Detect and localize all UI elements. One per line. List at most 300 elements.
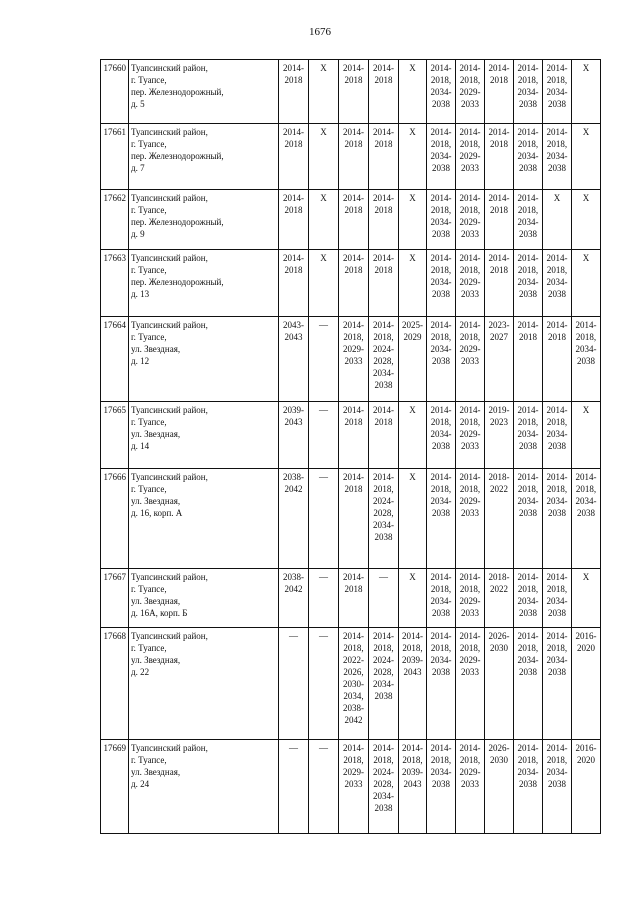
period-value: 2034- [546, 277, 568, 287]
row-address [129, 250, 279, 317]
period-cell [279, 190, 309, 250]
period-value: — [319, 572, 328, 582]
period-value: 2018, [343, 332, 364, 342]
table-row [101, 628, 601, 740]
period-value: 2018, [546, 75, 568, 85]
period-cell [399, 317, 427, 402]
period-cell [485, 60, 514, 124]
period-value: 2038 [548, 508, 566, 518]
address-line: Туапсинский район, [131, 743, 208, 753]
period-value: — [319, 631, 328, 641]
period-value: 2014- [430, 572, 452, 582]
address-line: г. Туапсе, [131, 755, 167, 765]
period-cell [485, 250, 514, 317]
period-value: 2014- [343, 572, 364, 582]
period-value: 2018, [430, 755, 452, 765]
period-value: 2018, [459, 265, 481, 275]
period-cell [427, 60, 456, 124]
period-value: 2030 [490, 755, 508, 765]
period-value: 2034- [546, 496, 568, 506]
period-value: 2038 [548, 779, 566, 789]
period-value: 2018, [517, 484, 539, 494]
period-value: 2034, [343, 691, 364, 701]
period-cell [572, 402, 601, 469]
period-value: 2033 [461, 99, 479, 109]
period-cell [427, 317, 456, 402]
period-value: 2042 [344, 715, 363, 725]
period-value: X [320, 253, 327, 263]
period-value: 2018 [284, 205, 303, 215]
period-value: 2038 [519, 163, 537, 173]
period-cell [279, 317, 309, 402]
period-cell [427, 628, 456, 740]
address-line: д. 7 [131, 163, 145, 173]
period-value: X [320, 63, 327, 73]
period-value: 2018, [546, 265, 568, 275]
period-value: 2018 [284, 139, 303, 149]
row-id: 17663 [101, 250, 129, 317]
row-address [129, 569, 279, 628]
period-value: 2014- [430, 193, 452, 203]
table-row [101, 250, 601, 317]
period-value: 2024- [373, 344, 394, 354]
period-value: 2038 [374, 803, 393, 813]
period-cell [339, 469, 369, 569]
address-line: ул. Звездная, [131, 596, 181, 606]
period-value: 2033 [461, 163, 479, 173]
period-value: 2014- [517, 193, 539, 203]
period-value: 2014- [546, 253, 568, 263]
address-line: ул. Звездная, [131, 767, 181, 777]
period-value: 2018 [374, 139, 393, 149]
period-value: 2018 [374, 265, 393, 275]
address-line: д. 24 [131, 779, 150, 789]
address-line: Туапсинский район, [131, 572, 208, 582]
period-value: 2016- [575, 631, 597, 641]
address-line: Туапсинский район, [131, 472, 208, 482]
address-line: ул. Звездная, [131, 496, 181, 506]
table-row [101, 124, 601, 190]
period-value: 2034- [517, 277, 539, 287]
period-value: 2018, [459, 755, 481, 765]
period-value: X [409, 127, 416, 137]
period-value: 2014- [373, 63, 394, 73]
period-value: 2014- [283, 127, 304, 137]
address-line: г. Туапсе, [131, 205, 167, 215]
table-row [101, 402, 601, 469]
period-cell [572, 60, 601, 124]
period-cell [543, 190, 572, 250]
period-cell [514, 469, 543, 569]
period-value: 2043 [403, 779, 422, 789]
period-value: 2014- [517, 405, 539, 415]
period-cell [369, 317, 399, 402]
period-value: 2033 [344, 356, 363, 366]
period-value: — [319, 320, 328, 330]
period-value: 2038 [519, 508, 537, 518]
address-line: пер. Железнодорожный, [131, 87, 224, 97]
period-cell [309, 190, 339, 250]
period-value: 2028, [373, 356, 394, 366]
row-id: 17666 [101, 469, 129, 569]
period-value: 2014- [517, 572, 539, 582]
period-value: 2014- [373, 743, 394, 753]
period-value: 2038 [548, 441, 566, 451]
period-value: 2014- [343, 405, 364, 415]
period-value: 2029 [403, 332, 422, 342]
period-cell [456, 60, 485, 124]
period-value: 2023- [488, 320, 510, 330]
period-value: 2018, [430, 643, 452, 653]
period-value: 2026- [488, 743, 510, 753]
period-cell [427, 190, 456, 250]
period-value: 2018, [402, 755, 423, 765]
period-value: 2034- [517, 429, 539, 439]
period-value: 2018 [344, 417, 363, 427]
period-cell [279, 60, 309, 124]
period-cell [309, 60, 339, 124]
period-value: 2018, [430, 75, 452, 85]
address-line: д. 14 [131, 441, 150, 451]
period-cell [399, 60, 427, 124]
period-cell [279, 250, 309, 317]
period-value: 2034- [517, 87, 539, 97]
period-value: 2014- [343, 253, 364, 263]
period-value: 2029- [459, 151, 481, 161]
period-cell [543, 740, 572, 834]
period-value: 2043 [284, 332, 303, 342]
row-address [129, 317, 279, 402]
period-value: 2038- [283, 572, 304, 582]
period-cell [309, 317, 339, 402]
period-cell [279, 740, 309, 834]
period-value: 2014- [402, 631, 423, 641]
period-value: 2014- [459, 743, 481, 753]
period-value: 2025- [402, 320, 423, 330]
period-value: 2033 [344, 779, 363, 789]
period-value: 2018, [430, 484, 452, 494]
period-value: 2018 [374, 205, 393, 215]
period-value: 2014- [546, 472, 568, 482]
period-value: 2014- [459, 631, 481, 641]
period-cell [279, 469, 309, 569]
period-value: 2034- [546, 655, 568, 665]
period-value: 2034- [430, 655, 452, 665]
period-value: 2018, [343, 643, 364, 653]
address-line: д. 16, корп. А [131, 508, 183, 518]
period-value: 2018, [546, 417, 568, 427]
row-id: 17668 [101, 628, 129, 740]
period-cell [309, 469, 339, 569]
row-id: 17669 [101, 740, 129, 834]
period-value: 2014- [517, 743, 539, 753]
period-value: X [320, 127, 327, 137]
period-value: 2029- [459, 496, 481, 506]
period-value: 2014- [517, 127, 539, 137]
address-line: г. Туапсе, [131, 332, 167, 342]
period-value: 2014- [343, 63, 364, 73]
period-value: 2014- [459, 193, 481, 203]
period-value: 2033 [461, 508, 479, 518]
period-value: 2018, [459, 205, 481, 215]
period-value: 2014- [430, 472, 452, 482]
period-value: 2023 [490, 417, 508, 427]
period-value: 2018, [430, 205, 452, 215]
period-value: 2014- [517, 320, 539, 330]
period-cell [339, 317, 369, 402]
period-value: — [319, 472, 328, 482]
row-id: 17660 [101, 60, 129, 124]
period-value: 2027 [490, 332, 508, 342]
period-value: 2039- [402, 767, 423, 777]
period-cell [572, 469, 601, 569]
period-value: 2028, [373, 779, 394, 789]
period-cell [279, 124, 309, 190]
period-cell [309, 569, 339, 628]
period-value: 2033 [461, 608, 479, 618]
period-value: 2038 [577, 356, 595, 366]
period-value: 2014- [373, 631, 394, 641]
period-value: 2018, [517, 265, 539, 275]
period-value: 2038 [432, 99, 450, 109]
period-value: 2020 [577, 643, 595, 653]
period-value: 2034- [430, 344, 452, 354]
period-cell [339, 569, 369, 628]
period-value: 2022 [490, 584, 508, 594]
period-value: 2014- [430, 127, 452, 137]
period-value: 2043- [283, 320, 304, 330]
period-cell [369, 190, 399, 250]
address-line: д. 22 [131, 667, 150, 677]
period-cell [572, 569, 601, 628]
period-value: 2014- [546, 572, 568, 582]
period-value: 2018, [517, 755, 539, 765]
period-value: 2034- [373, 791, 394, 801]
period-cell [572, 740, 601, 834]
period-value: 2014- [575, 320, 597, 330]
period-cell [456, 740, 485, 834]
period-value: 2038 [519, 289, 537, 299]
period-value: 2018, [373, 755, 394, 765]
period-cell [369, 402, 399, 469]
period-value: 2014- [546, 631, 568, 641]
period-cell [456, 469, 485, 569]
period-value: 2034- [373, 679, 394, 689]
period-value: X [553, 193, 561, 203]
period-value: 2029- [459, 344, 481, 354]
address-line: пер. Железнодорожный, [131, 151, 224, 161]
period-value: 2034- [517, 596, 539, 606]
row-address [129, 628, 279, 740]
period-value: 2018, [459, 643, 481, 653]
period-cell [369, 628, 399, 740]
period-cell [339, 60, 369, 124]
period-cell [514, 60, 543, 124]
period-cell [279, 628, 309, 740]
period-value: 2014- [430, 253, 452, 263]
period-value: 2018, [546, 584, 568, 594]
period-value: 2018, [373, 332, 394, 342]
period-value: — [289, 743, 298, 753]
period-cell [485, 740, 514, 834]
period-cell [456, 190, 485, 250]
address-line: Туапсинский район, [131, 63, 208, 73]
address-line: г. Туапсе, [131, 265, 167, 275]
period-cell [399, 740, 427, 834]
period-value: 2014- [546, 743, 568, 753]
period-cell [309, 402, 339, 469]
period-value: 2014- [430, 320, 452, 330]
period-cell [427, 469, 456, 569]
address-line: ул. Звездная, [131, 655, 181, 665]
period-value: X [582, 405, 590, 415]
period-value: 2018, [575, 332, 597, 342]
period-value: 2014- [430, 63, 452, 73]
period-value: 2034- [517, 655, 539, 665]
period-value: 2028, [373, 508, 394, 518]
period-value: 2014- [373, 472, 394, 482]
period-value: 2018, [459, 584, 481, 594]
period-value: 2018, [517, 75, 539, 85]
period-value: 2014- [283, 253, 304, 263]
period-value: 2038 [519, 229, 537, 239]
address-line: Туапсинский район, [131, 193, 208, 203]
period-value: 2034- [546, 151, 568, 161]
period-value: 2018, [546, 139, 568, 149]
period-value: X [320, 193, 327, 203]
period-value: 2018, [517, 417, 539, 427]
period-value: 2014- [459, 253, 481, 263]
period-cell [309, 628, 339, 740]
period-value: 2018 [374, 75, 393, 85]
period-value: 2034- [430, 217, 452, 227]
period-value: 2014- [373, 127, 394, 137]
period-value: 2038 [432, 229, 450, 239]
address-line: д. 5 [131, 99, 145, 109]
period-value: 2034- [373, 520, 394, 530]
period-value: 2038 [374, 532, 393, 542]
period-value: 2018, [430, 265, 452, 275]
period-cell [543, 60, 572, 124]
period-value: X [582, 63, 590, 73]
period-value: 2033 [461, 289, 479, 299]
period-value: 2038 [432, 441, 450, 451]
period-value: 2026, [343, 667, 364, 677]
period-value: 2034- [517, 217, 539, 227]
period-cell [339, 124, 369, 190]
period-cell [572, 124, 601, 190]
period-cell [572, 190, 601, 250]
period-cell [427, 740, 456, 834]
period-value: 2034- [430, 151, 452, 161]
period-cell [399, 124, 427, 190]
row-id: 17661 [101, 124, 129, 190]
period-cell [543, 469, 572, 569]
period-value: 2014- [517, 63, 539, 73]
address-line: пер. Железнодорожный, [131, 217, 224, 227]
period-cell [514, 317, 543, 402]
period-value: 2014- [459, 320, 481, 330]
period-value: 2014- [517, 472, 539, 482]
period-cell [427, 569, 456, 628]
period-cell [339, 190, 369, 250]
address-line: г. Туапсе, [131, 484, 167, 494]
row-address [129, 740, 279, 834]
period-cell [514, 190, 543, 250]
row-address [129, 124, 279, 190]
period-cell [514, 628, 543, 740]
period-cell [572, 317, 601, 402]
period-value: 2029- [343, 344, 364, 354]
period-value: 2029- [459, 655, 481, 665]
period-cell [309, 250, 339, 317]
period-value: 2018, [430, 417, 452, 427]
period-value: X [409, 472, 416, 482]
period-cell [485, 402, 514, 469]
period-value: 2018, [459, 332, 481, 342]
period-value: 2018, [517, 643, 539, 653]
period-cell [543, 402, 572, 469]
period-value: 2014- [373, 193, 394, 203]
period-value: 2014- [343, 631, 364, 641]
period-value: 2018 [490, 75, 508, 85]
address-line: Туапсинский район, [131, 631, 208, 641]
period-value: 2019- [488, 405, 510, 415]
period-value: 2018 [344, 75, 363, 85]
period-cell [399, 469, 427, 569]
period-value: 2014- [575, 472, 597, 482]
period-value: 2018, [546, 643, 568, 653]
period-value: 2033 [461, 779, 479, 789]
period-value: 2014- [283, 63, 304, 73]
table-row [101, 317, 601, 402]
period-value: X [409, 405, 416, 415]
period-value: 2038 [519, 608, 537, 618]
period-value: 2014- [459, 572, 481, 582]
address-line: д. 13 [131, 289, 150, 299]
table-row [101, 190, 601, 250]
period-value: 2029- [459, 767, 481, 777]
period-value: 2014- [488, 63, 510, 73]
period-value: 2038 [519, 667, 537, 677]
period-cell [572, 250, 601, 317]
address-line: пер. Железнодорожный, [131, 277, 224, 287]
address-line: г. Туапсе, [131, 139, 167, 149]
row-address [129, 190, 279, 250]
period-value: 2038 [548, 608, 566, 618]
address-line: Туапсинский район, [131, 405, 208, 415]
period-cell [339, 628, 369, 740]
row-id: 17665 [101, 402, 129, 469]
period-cell [514, 250, 543, 317]
period-value: 2024- [373, 496, 394, 506]
address-line: г. Туапсе, [131, 584, 167, 594]
period-value: 2038 [432, 163, 450, 173]
period-value: 2038 [548, 667, 566, 677]
period-cell [572, 628, 601, 740]
period-cell [485, 124, 514, 190]
period-value: 2014- [517, 631, 539, 641]
address-line: д. 9 [131, 229, 145, 239]
period-value: 2034- [546, 87, 568, 97]
period-value: 2034- [430, 767, 452, 777]
period-value: 2038- [343, 703, 364, 713]
period-cell [369, 569, 399, 628]
address-line: г. Туапсе, [131, 75, 167, 85]
period-value: 2018, [430, 139, 452, 149]
period-value: 2014- [430, 405, 452, 415]
period-value: 2014- [430, 631, 452, 641]
